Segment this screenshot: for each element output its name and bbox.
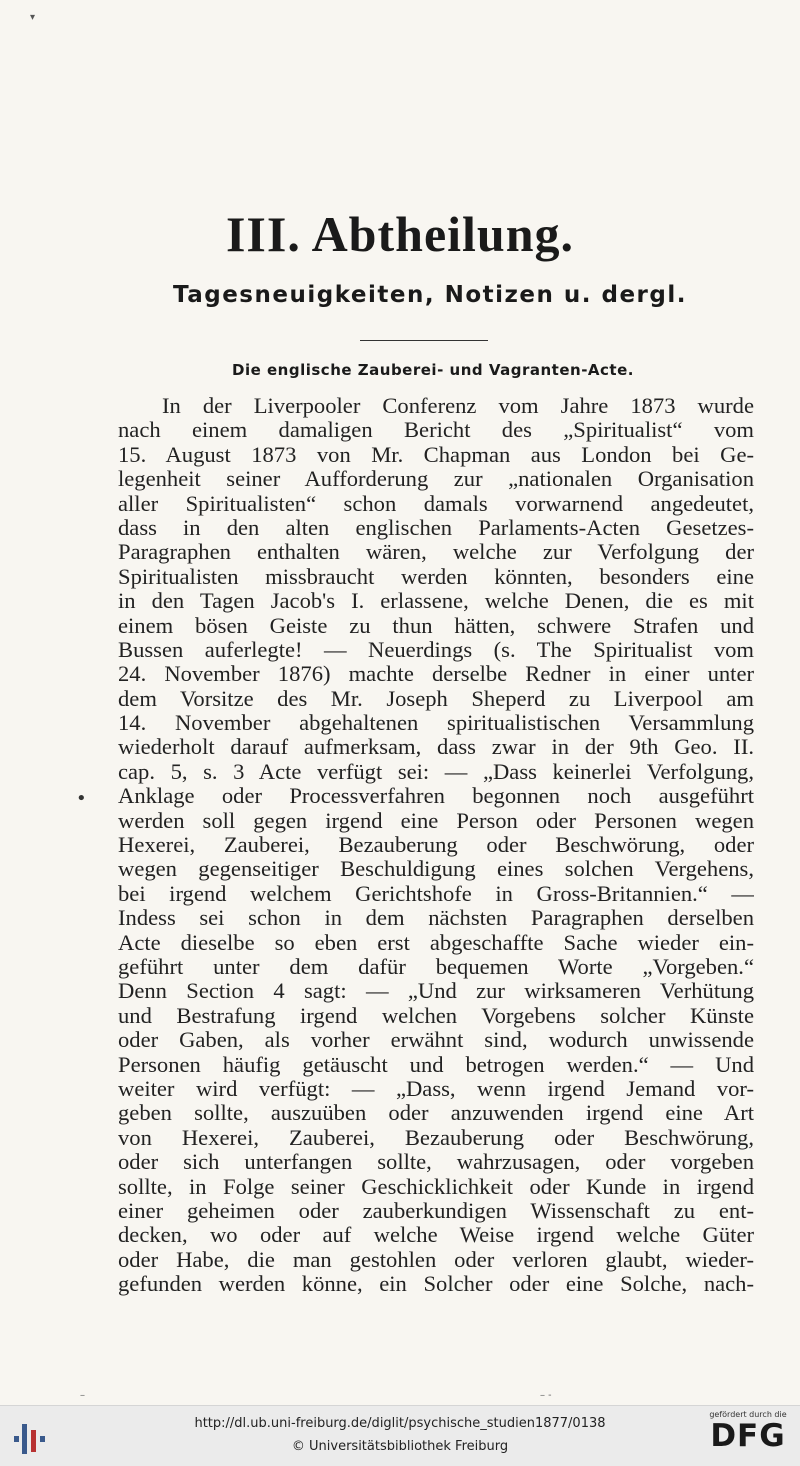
text-line: einer geheimen oder zauberkundigen Wissenschaft zu ent- [118,1198,754,1223]
text-line: Paragraphen enthalten wären, welche zur Verfolgung der [118,540,754,565]
margin-mark: • [76,788,87,809]
divider-rule [360,340,488,341]
text-line: Bussen auferlegte! — Neuerdings (s. The Spiritualist vom [118,637,754,662]
scan-mark: – - [540,1390,552,1401]
text-line: oder Habe, die man gestohlen oder verloren glaubt, wieder- [118,1247,754,1272]
text-line: Anklage oder Processverfahren begonnen noch ausgeführt [118,784,754,809]
text-line: und Bestrafung irgend welchen Vorgebens solcher Künste [118,1003,754,1028]
text-line: gefunden werden könne, ein Solcher oder eine Solche, nach- [118,1272,754,1297]
viewer-footer [0,1405,800,1466]
text-line: 15. August 1873 von Mr. Chapman aus London bei Ge- [118,442,754,467]
text-line: decken, wo oder auf welche Weise irgend welche Güter [118,1223,754,1248]
document-url-link[interactable]: http://dl.ub.uni-freiburg.de/diglit/psychische_studien1877/0138 [194,1416,606,1431]
text-line: oder Gaben, als vorher erwähnt sind, wodurch unwissende [118,1028,754,1053]
copyright-text: © Universitätsbibliothek Freiburg [291,1439,509,1454]
text-line: 24. November 1876) machte derselbe Redner in einer unter [118,662,754,687]
text-line: weiter wird verfügt: — „Dass, wenn irgend Jemand vor- [118,1076,754,1101]
text-line: Hexerei, Zauberei, Bezauberung oder Beschwörung, oder [118,833,754,858]
text-line: dem Vorsitze des Mr. Joseph Sheperd zu Liverpool am [118,686,754,711]
text-line: dass in den alten englischen Parlaments-Acten Gesetzes- [118,515,754,540]
text-line: wegen gegenseitiger Beschuldigung eines solchen Vergehens, [118,857,754,882]
text-line: Indess sei schon in dem nächsten Paragraphen derselben [118,906,754,931]
text-line: aller Spiritualisten“ schon damals vorwarnend angedeutet, [118,491,754,516]
scan-mark: – [80,1390,85,1401]
text-line: In der Liverpooler Conferenz vom Jahre 1873 wurde [162,394,754,418]
section-subheading: Tagesneuigkeiten, Notizen u. dergl. [173,282,687,308]
text-line: bei irgend welchem Gerichtshofe in Gross-Britannien.“ — [118,881,754,906]
section-heading: III. Abtheilung. [225,206,575,262]
text-line: einem bösen Geiste zu thun hätten, schwere Strafen und [118,613,754,638]
article-title: Die englische Zauberei- und Vagranten-Acte. [232,361,634,379]
text-line: geben sollte, auszuüben oder anzuwenden irgend eine Art [118,1101,754,1126]
text-line: Spiritualisten missbraucht werden könnten, besonders eine [118,564,754,589]
text-line: legenheit seiner Aufforderung zur „nationalen Organisation [118,467,754,492]
text-line: Acte dieselbe so eben erst abgeschaffte Sache wieder ein- [118,930,754,955]
text-line: werden soll gegen irgend eine Person oder Personen wegen [118,808,754,833]
dfg-logo-text: DFG [710,1418,786,1454]
text-line: cap. 5, s. 3 Acte verfügt sei: — „Dass keinerlei Verfolgung, [118,759,754,784]
text-line: Denn Section 4 sagt: — „Und zur wirksameren Verhütung [118,979,754,1004]
text-line: Personen häufig getäuscht und betrogen werden.“ — Und [118,1052,754,1077]
dfg-logo [704,1410,792,1462]
text-line: in den Tagen Jacob's I. erlassene, welche Denen, die es mit [118,589,754,614]
text-line: von Hexerei, Zauberei, Bezauberung oder Beschwörung, [118,1125,754,1150]
text-line: geführt unter dem dafür bequemen Worte „Vorgeben.“ [118,954,754,979]
sponsor-caption: gefördert durch die [709,1410,787,1419]
text-line: 14. November abgehaltenen spiritualistischen Versammlung [118,711,754,736]
text-line: oder sich unterfangen sollte, wahrzusagen, oder vorgeben [118,1150,754,1175]
article-body [118,394,754,1296]
text-line: wiederholt darauf aufmerksam, dass zwar in der 9th Geo. II. [118,735,754,760]
text-line: sollte, in Folge seiner Geschicklichkeit oder Kunde in irgend [118,1174,754,1199]
text-line: nach einem damaligen Bericht des „Spiritualist“ vom [118,418,754,443]
scan-mark: ▾ [30,12,36,23]
